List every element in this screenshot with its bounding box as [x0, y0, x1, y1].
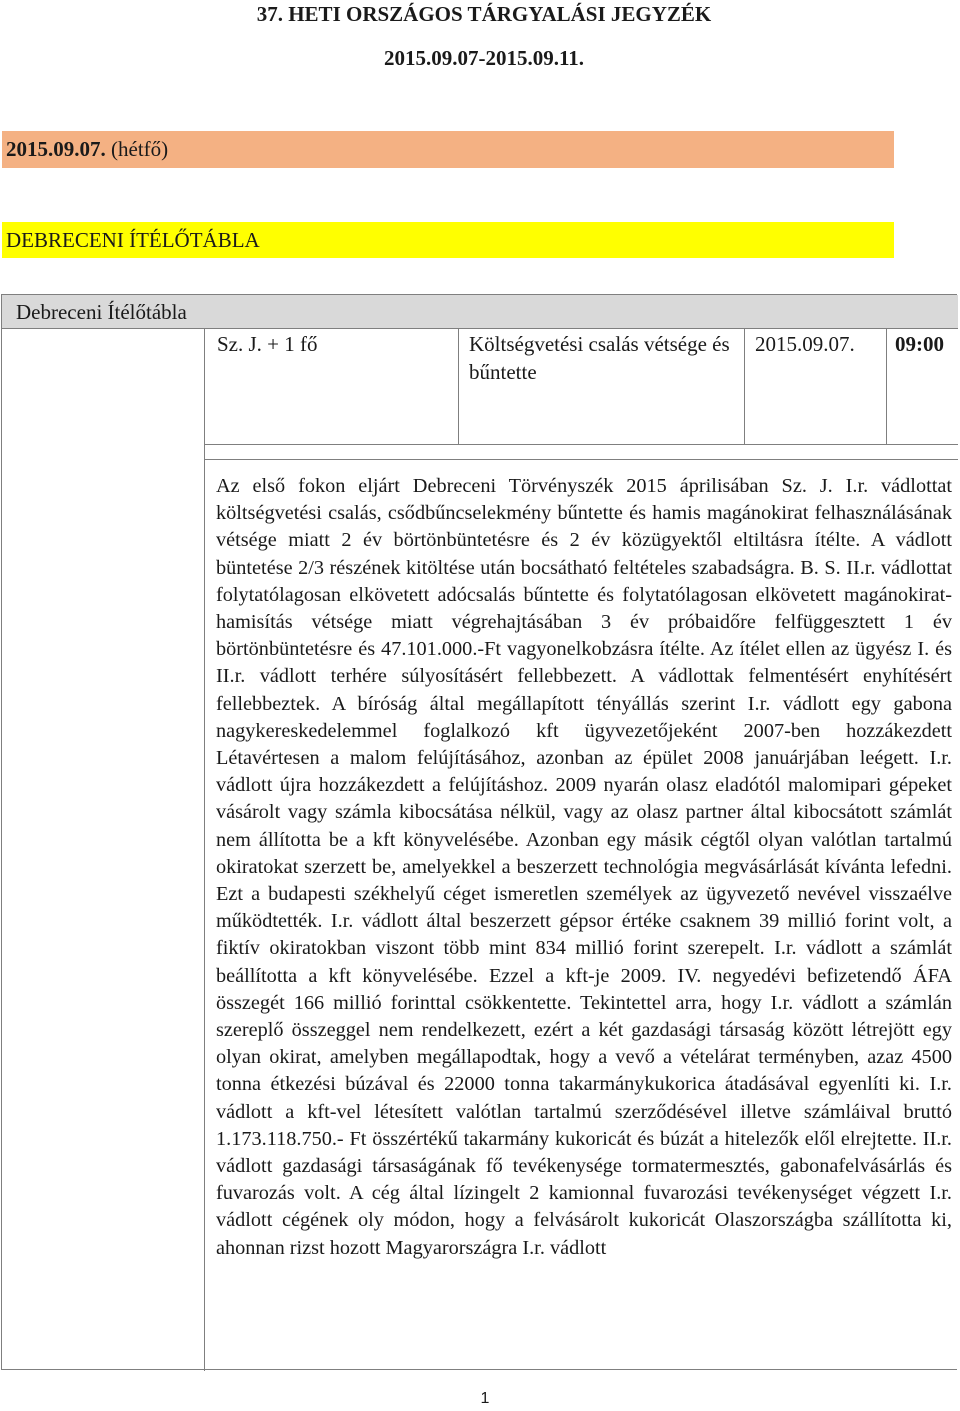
court-table-header: Debreceni Ítélőtábla: [2, 295, 958, 329]
date-range: 2015.09.07-2015.09.11.: [383, 46, 585, 70]
case-time: 09:00: [886, 329, 959, 444]
case-spacer-row: [204, 444, 958, 460]
case-charge: Költségvetési csalás vétsége és bűntette: [458, 329, 744, 444]
court-band: [2, 222, 894, 258]
case-date: 2015.09.07.: [744, 329, 886, 444]
court-band-label: DEBRECENI ÍTÉLŐTÁBLA: [6, 228, 260, 252]
case-row: [204, 329, 958, 444]
day-weekday: (hétfő): [111, 137, 169, 161]
case-description-cell: [204, 460, 958, 1371]
page-number: 1: [480, 1390, 490, 1407]
document-title: 37. HETI ORSZÁGOS TÁRGYALÁSI JEGYZÉK: [256, 2, 712, 26]
day-date: 2015.09.07.: [6, 137, 106, 161]
case-description: Az első fokon eljárt Debreceni Törvényszék 2015 áprilisában Sz. J. I.r. vádlottat költségvetési csalás, csődbűncselekmény bűntette és hamis magánokirat felhasználásának vétsége miatt 2 év börtönbüntetésre és 2 év közügyektől eltiltásra ítélte. A vádlott büntetése 2/3 részének kitöltése után bocsátható feltételes szabadságra. B. S. II.r. vádlottat folytatólagosan elkövetett adócsalás bűntette és folytatólagosan elkövetett magánokirat-hamisítás vétsége miatt végrehajtásában 3 év próbaidőre felfüggesztett 1 év börtönbüntetésre és 47.101.000.-Ft vagyonelkobzásra ítélte. Az ítélet ellen az ügyész I. és II.r. vádlott terhére súlyosításért fellebbezett. A vádlottak felmentésért enyhítésért fellebbeztek. A bíróság által megállapított tényállás szerint I.r. vádlott egy gabona nagykereskedelemmel foglalkozó kft ügyvezetőjeként 2007-ben hozzákezdett Létavértesen a malom felújításához, azonban az épület 2008 januárjában leégett. I.r. vádlott újra hozzákezdett a felújításhoz. 2009 nyarán olasz eladótól malomipari gépeket vásárolt vagy számla kibocsátása nélkül, vagy az olasz partner által kibocsátott számlát nem állította be a kft könyvelésébe. Azonban egy másik cégtől olyan valótlan tartalmú okiratokat szerzett be, amelyekkel a beszerzett technológia megvásárlását kívánta lefedni. Ezt a budapesti székhelyű céget ismeretlen személyek az ügyvezető nevével visszaélve működtették. I.r. vádlott által beszerzett gépsor értéke csaknem 39 millió forint volt, a fiktív okiratokban viszont több mint 834 millió forint szerepelt. I.r. vádlott a számlát beállította a kft könyvelésébe. Ezzel a kft-je 2009. IV. negyedévi befizetendő ÁFA összegét 166 millió forinttal csökkentette. Tekintettel arra, hogy I.r. vádlott a számlán szereplő összeggel nem rendelkezett, ezért a két gazdasági társaság között létrejött egy olyan okirat, amelyben megállapodtak, hogy a vevő a vételárat terményben, azaz 4500 tonna étkezési búzával és 22000 tonna takarmánykukorica átadásával egyenlíti ki. I.r. vádlott a kft-vel létesített valótlan tartalmú szerződésével illetve számláival bruttó 1.173.118.750.- Ft összértékű takarmány kukoricát és búzát a hitelezők elől elrejtette. II.r. vádlott gazdasági társaságának fő tevékenysége tormatermesztés, gabonafelvásárlás és fuvarozás volt. A cég által lízingelt 2 kamionnal fuvarozási tevékenységet végzett I.r. vádlott cégének oly módon, hogy a felvásárolt kukoricát Olaszországba szállította ki, ahonnan rizst hozott Magyarországra I.r. vádlott: [216, 475, 952, 1259]
day-band: [2, 131, 894, 168]
court-table: [1, 294, 957, 1370]
case-party: Sz. J. + 1 fő: [217, 332, 318, 356]
